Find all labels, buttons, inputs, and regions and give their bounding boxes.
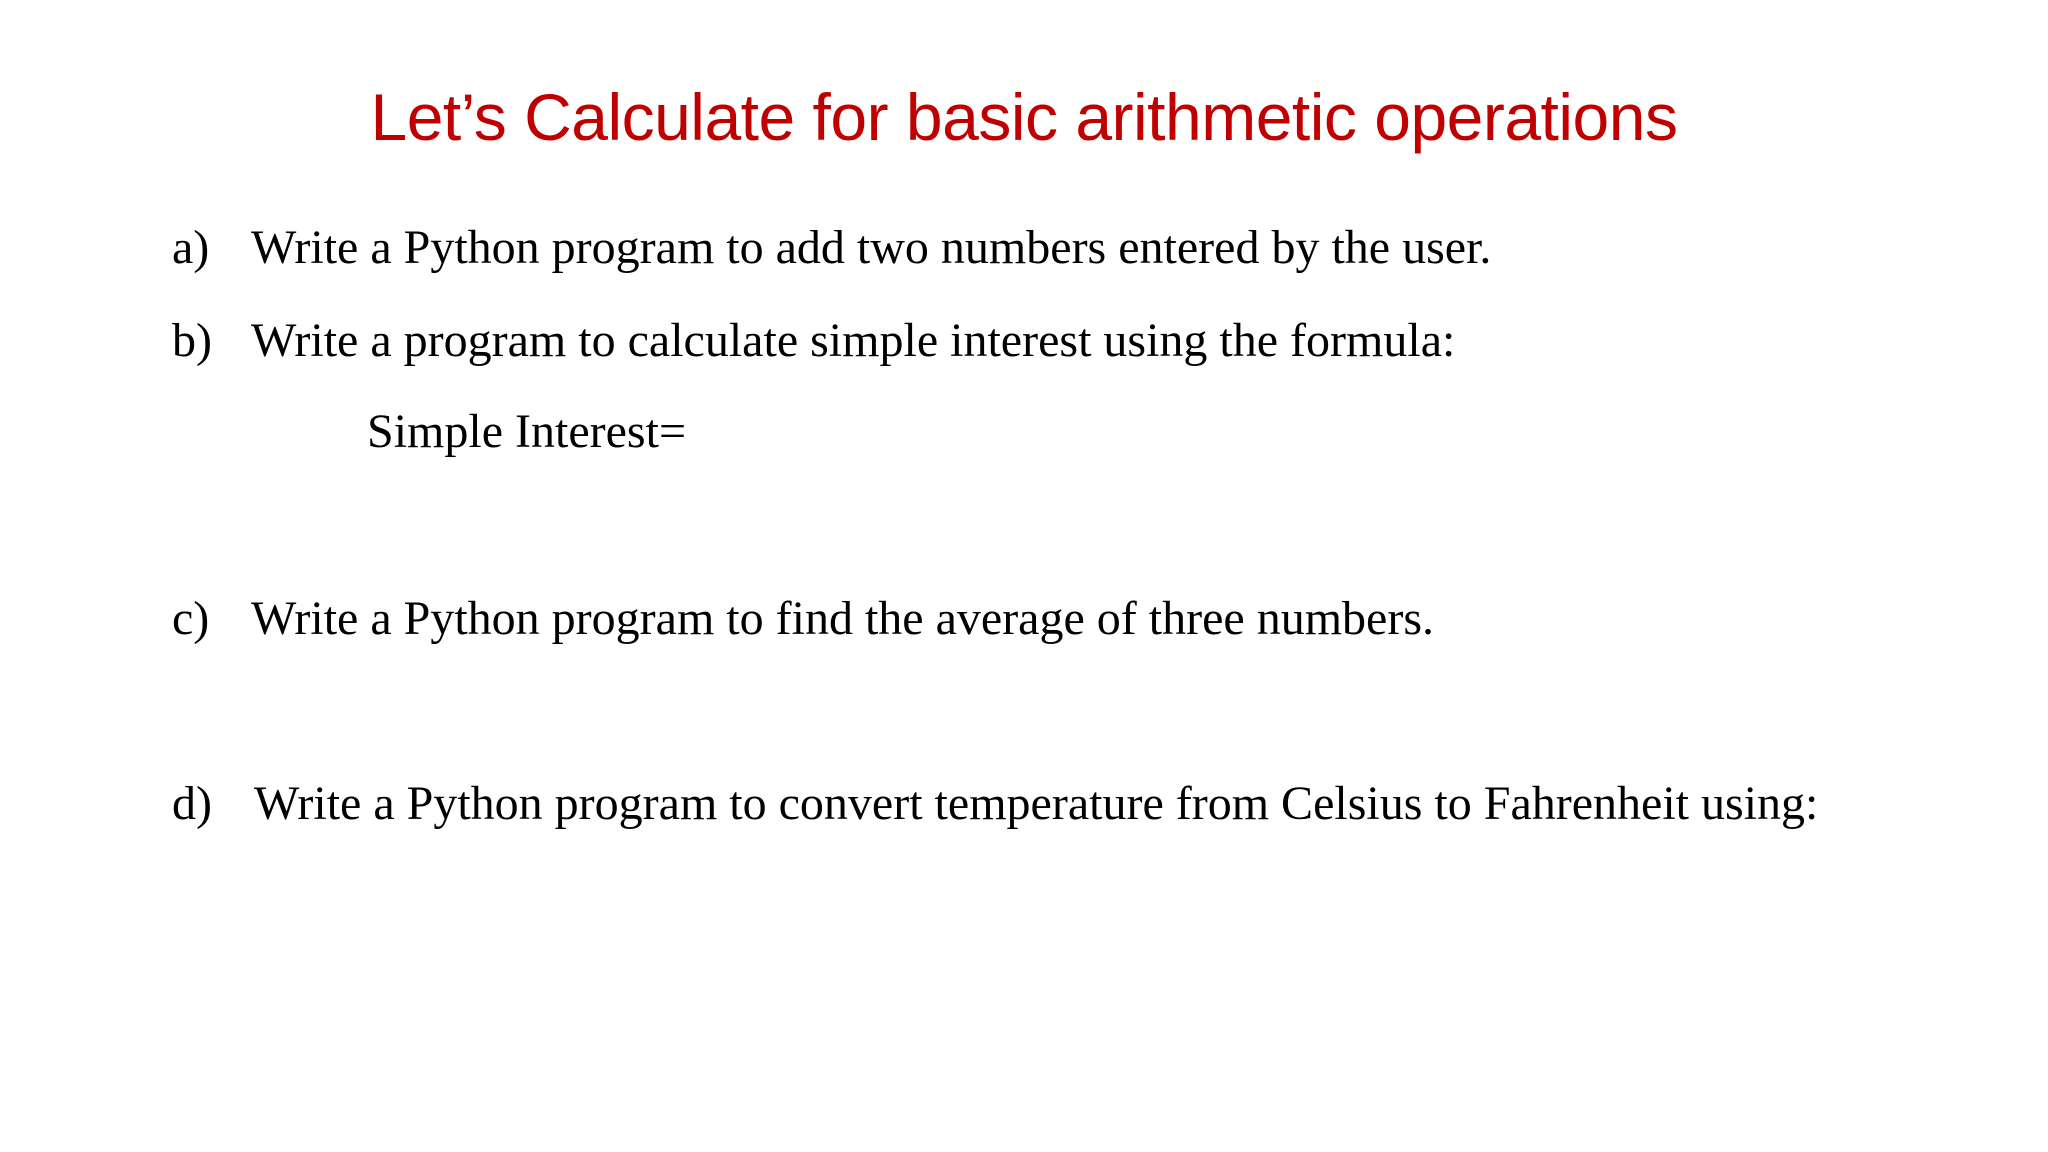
list-marker-a: a) — [172, 221, 210, 274]
list-marker-b: b) — [172, 314, 212, 367]
simple-interest-formula: Simple Interest= — [367, 405, 687, 458]
list-text-d: Write a Python program to convert temperature from Celsius to Fahrenheit using: — [254, 777, 1819, 830]
list-text-c: Write a Python program to find the average of three numbers. — [251, 592, 1435, 645]
list-marker-c: c) — [172, 592, 210, 645]
list-text-a: Write a Python program to add two numbers entered by the user. — [251, 221, 1492, 274]
list-text-b: Write a program to calculate simple interest using the formula: — [251, 314, 1456, 367]
slide-title: Let’s Calculate for basic arithmetic operations — [370, 80, 1678, 154]
list-marker-d: d) — [172, 777, 212, 830]
